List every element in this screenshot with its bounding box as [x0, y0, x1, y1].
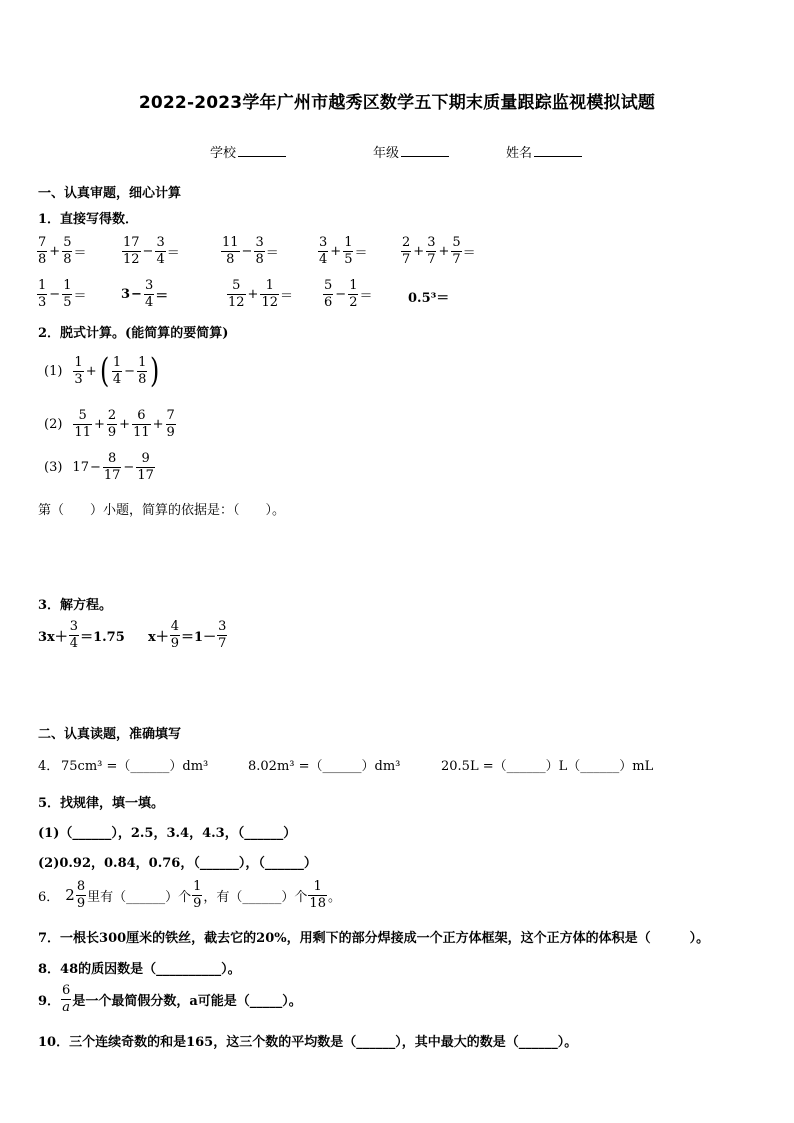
fraction: $\frac{1}{5}$ [63, 278, 72, 310]
fraction: $\frac{3}{4}$ [156, 235, 165, 267]
name-info [506, 142, 582, 161]
fraction: $\frac{5}{6}$ [324, 278, 333, 310]
fraction: $\frac{5}{12}$ [228, 278, 245, 310]
q4-part-b: 8.02m³ =（______）dm³ [248, 759, 401, 774]
q1-item-4: $\frac{3}{4}$ + $\frac{1}{5}$ ＝ [319, 235, 368, 267]
q4-part-a: 75cm³ =（______）dm³ [61, 759, 209, 774]
grade-label: 年级 [373, 146, 400, 161]
fraction: $\frac{3}{7}$ [427, 235, 436, 267]
fraction: $\frac{1}{3}$ [38, 278, 47, 310]
q6: 6． 2 $\frac{8}{9}$ 里有（______）个 $\frac{1}{9}$ ，有（______）个 $\frac{1}{18}$ 。 [38, 879, 341, 911]
name-blank[interactable] [534, 143, 582, 157]
q3-label: 3．解方程。 [38, 598, 113, 613]
fraction: $\frac{3}{4}$ [144, 278, 154, 310]
q1-item-2: $\frac{17}{12}$ − $\frac{3}{4}$ ＝ [123, 235, 180, 267]
q4-part-c: 20.5L =（______）L（______）mL [441, 759, 654, 774]
q2-expr-3: (3) 17 − $\frac{8}{17}$ − $\frac{9}{17}$ [44, 451, 154, 483]
fraction: $\frac{17}{12}$ [123, 235, 140, 267]
q3-equation-1: 3x＋ $\frac{3}{4}$ ＝1.75 [38, 619, 125, 651]
q4-number: 4． [38, 759, 60, 774]
q9: 9． $\frac{6}{a}$ 是一个最简假分数，a可能是（_____）。 [38, 983, 302, 1015]
q1-item-6: $\frac{1}{3}$ − $\frac{1}{5}$ ＝ [38, 278, 87, 310]
q5-line-2: (2)0.92，0.84，0.76，（______），（______） [38, 856, 317, 871]
page-title: 2022-2023学年广州市越秀区数学五下期末质量跟踪监视模拟试题 [138, 93, 656, 113]
fraction: $\frac{7}{8}$ [38, 235, 47, 267]
school-label: 学校 [210, 146, 237, 161]
q2-label: 2．脱式计算。(能简算的要简算) [38, 326, 229, 341]
fraction: $\frac{3}{4}$ [319, 235, 328, 267]
fraction: $\frac{5}{7}$ [452, 235, 461, 267]
q1-item-1: $\frac{7}{8}$ + $\frac{5}{8}$ ＝ [38, 235, 87, 267]
fraction: $\frac{3}{8}$ [255, 235, 264, 267]
student-info [210, 142, 286, 161]
grade-blank[interactable] [401, 143, 449, 157]
fraction: $\frac{1}{5}$ [344, 235, 353, 267]
section-2-heading: 二、认真读题，准确填写 [38, 727, 182, 742]
q2-expr-2: (2) $\frac{5}{11}$ + $\frac{2}{9}$ + $\frac{6}{11}$ + $\frac{7}{9}$ [44, 408, 175, 440]
fraction: $\frac{2}{7}$ [402, 235, 411, 267]
grade-info [373, 142, 449, 161]
q2-note: 第（ ）小题，简算的依据是：（ ）。 [38, 503, 286, 518]
q1-item-9: $\frac{5}{6}$ − $\frac{1}{2}$ ＝ [324, 278, 373, 310]
q3-equation-2: x＋ $\frac{4}{9}$ ＝1－ $\frac{3}{7}$ [148, 619, 227, 651]
q1-item-5: $\frac{2}{7}$ + $\frac{3}{7}$ + $\frac{5}{7}$ ＝ [402, 235, 476, 267]
q5-line-1: (1)（______），2.5，3.4，4.3，（______） [38, 826, 297, 841]
q1-item-8: $\frac{5}{12}$ + $\frac{1}{12}$ ＝ [228, 278, 294, 310]
q1-label: 1．直接写得数． [38, 212, 139, 227]
fraction: $\frac{11}{8}$ [222, 235, 239, 267]
q8: 8．48的质因数是（__________）。 [38, 962, 241, 977]
q5-label: 5．找规律，填一填。 [38, 796, 165, 811]
name-label: 姓名 [506, 146, 533, 161]
q7: 7．一根长300厘米的铁丝，截去它的20%，用剩下的部分焊接成一个正方体框架，这个正方体的体积是（ ）。 [38, 931, 710, 946]
q1-item-3: $\frac{11}{8}$ − $\frac{3}{8}$ ＝ [222, 235, 279, 267]
school-blank[interactable] [238, 143, 286, 157]
fraction: $\frac{1}{12}$ [261, 278, 278, 310]
q1-item-10: 0.5³＝ [408, 291, 450, 306]
fraction: $\frac{5}{8}$ [63, 235, 72, 267]
section-1-heading: 一、认真审题，细心计算 [38, 186, 182, 201]
fraction: $\frac{1}{2}$ [349, 278, 358, 310]
q1-item-7: 3 − $\frac{3}{4}$ ＝ [121, 278, 169, 310]
q2-expr-1: (1) $\frac{1}{3}$ + ( $\frac{1}{4}$ − $\frac{1}{8}$ ) [44, 351, 160, 391]
q10: 10．三个连续奇数的和是165，这三个数的平均数是（______），其中最大的数是（______）。 [38, 1035, 578, 1050]
